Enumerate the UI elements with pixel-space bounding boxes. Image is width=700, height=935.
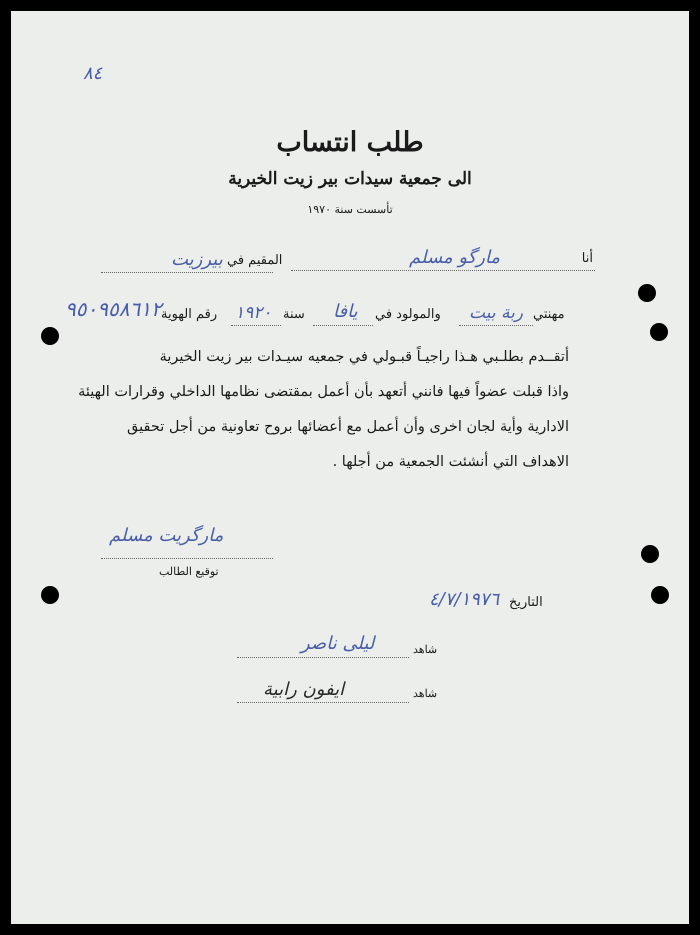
body-line-4: الاهداف التي أنشئت الجمعية من أجلها .	[332, 454, 569, 470]
born-label: والمولود في	[375, 307, 441, 322]
witness-1-line	[237, 657, 409, 658]
witness-1-label: شاهد	[413, 643, 438, 656]
residence-label: المقيم في	[227, 253, 283, 268]
signature-label: توقيع الطالب	[159, 565, 219, 578]
year-value: ١٩٢٠	[235, 303, 272, 323]
year-line	[231, 325, 281, 326]
founded-year: تأسست سنة ١٩٧٠	[307, 203, 393, 216]
witness-2-line	[237, 702, 409, 703]
binder-hole-right-1	[638, 284, 656, 302]
body-line-1: أتقــدم بطلـبي هـذا راجيـاً قبـولي في جمعيه سيـدات بير زيت الخيرية	[159, 349, 569, 365]
binder-hole-right-2	[650, 323, 668, 341]
profession-label: مهنتي	[533, 307, 565, 322]
witness-1-signature: ليلى ناصر	[301, 633, 375, 654]
body-line-3: الادارية وأية لجان اخرى وأن أعمل مع أعضائها بروح تعاونية من أجل تحقيق	[127, 419, 569, 435]
name-value: مارگو مسلم	[409, 247, 501, 268]
binder-hole-right-4	[651, 586, 669, 604]
born-line	[313, 325, 373, 326]
born-value: يافا	[333, 301, 358, 322]
id-label: رقم الهوية	[161, 307, 218, 322]
binder-hole-right-3	[641, 545, 659, 563]
profession-value: ربة بيت	[469, 303, 524, 323]
page-number: ٨٤	[83, 63, 103, 84]
organization-name: الى جمعية سيدات بير زيت الخيرية	[228, 169, 472, 189]
name-line	[291, 270, 595, 271]
binder-hole-left-bottom	[41, 586, 59, 604]
form-title: طلب انتساب	[276, 127, 424, 158]
witness-2-signature: ايفون رابية	[263, 679, 345, 700]
witness-2-label: شاهد	[413, 687, 438, 700]
profession-line	[459, 325, 533, 326]
applicant-signature: مارگريت مسلم	[109, 525, 224, 546]
residence-line	[101, 272, 273, 273]
residence-value: بيرزيت	[171, 249, 223, 270]
id-value: ٩٥٠٩٥٨٦١٢	[65, 297, 162, 321]
year-label: سنة	[283, 307, 305, 322]
application-form-page	[11, 11, 689, 924]
signature-line	[101, 558, 273, 559]
date-value: ٤/٧/١٩٧٦	[429, 589, 500, 610]
binder-hole-left-top	[41, 327, 59, 345]
date-label: التاريخ	[509, 595, 543, 610]
body-line-2: واذا قبلت عضواً فيها فانني أتعهد بأن أعمل بمقتضى نظامها الداخلي وقرارات الهيئة	[78, 384, 569, 400]
name-label: أنا	[581, 251, 593, 266]
